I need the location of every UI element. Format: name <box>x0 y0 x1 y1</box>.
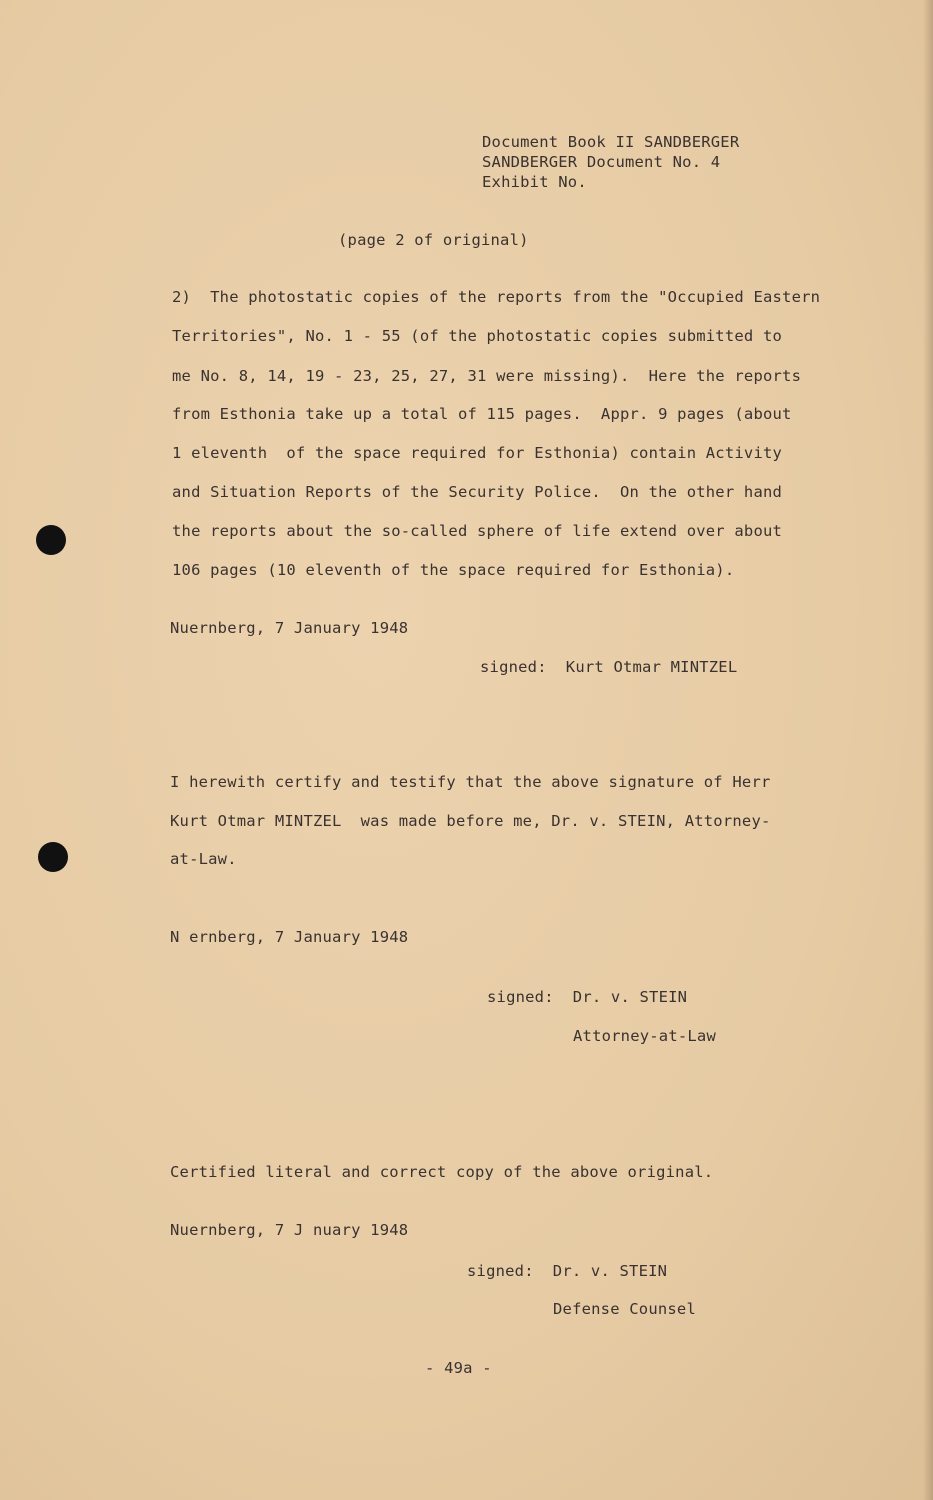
paragraph-line: and Situation Reports of the Security Police. On the other hand <box>172 483 783 501</box>
signature-stein: signed: Dr. v. STEIN <box>487 988 688 1006</box>
signature-stein-counsel: signed: Dr. v. STEIN <box>467 1262 668 1280</box>
place-date: Nuernberg, 7 January 1948 <box>170 619 409 637</box>
header-document-number: SANDBERGER Document No. 4 <box>482 153 721 171</box>
paragraph-line: 1 eleventh of the space required for Esthonia) contain Activity <box>172 444 783 462</box>
page-number: - 49a - <box>425 1359 492 1377</box>
paragraph-line: me No. 8, 14, 19 - 23, 25, 27, 31 were missing). Here the reports <box>172 367 802 385</box>
signature-mintzel: signed: Kurt Otmar MINTZEL <box>480 658 738 676</box>
punch-hole-icon <box>38 842 68 872</box>
punch-hole-icon <box>36 525 66 555</box>
certification-line: I herewith certify and testify that the above signature of Herr <box>170 773 771 791</box>
header-book: Document Book II SANDBERGER <box>482 133 740 151</box>
place-date: N ernberg, 7 January 1948 <box>170 928 409 946</box>
signature-title: Defense Counsel <box>553 1300 696 1318</box>
certification-line: Kurt Otmar MINTZEL was made before me, Dr. v. STEIN, Attorney- <box>170 812 771 830</box>
signature-title: Attorney-at-Law <box>573 1027 716 1045</box>
paragraph-line: from Esthonia take up a total of 115 pages. Appr. 9 pages (about <box>172 405 792 423</box>
page-reference: (page 2 of original) <box>338 231 529 249</box>
paragraph-line: Territories", No. 1 - 55 (of the photostatic copies submitted to <box>172 327 783 345</box>
page-edge-shadow <box>923 0 933 1500</box>
certified-copy-statement: Certified literal and correct copy of the above original. <box>170 1163 714 1181</box>
certification-line: at-Law. <box>170 850 237 868</box>
paragraph-line: the reports about the so-called sphere of life extend over about <box>172 522 783 540</box>
place-date: Nuernberg, 7 J nuary 1948 <box>170 1221 409 1239</box>
header-exhibit: Exhibit No. <box>482 173 587 191</box>
paragraph-line: 106 pages (10 eleventh of the space required for Esthonia). <box>172 561 735 579</box>
paragraph-line: 2) The photostatic copies of the reports from the "Occupied Eastern <box>172 288 821 306</box>
